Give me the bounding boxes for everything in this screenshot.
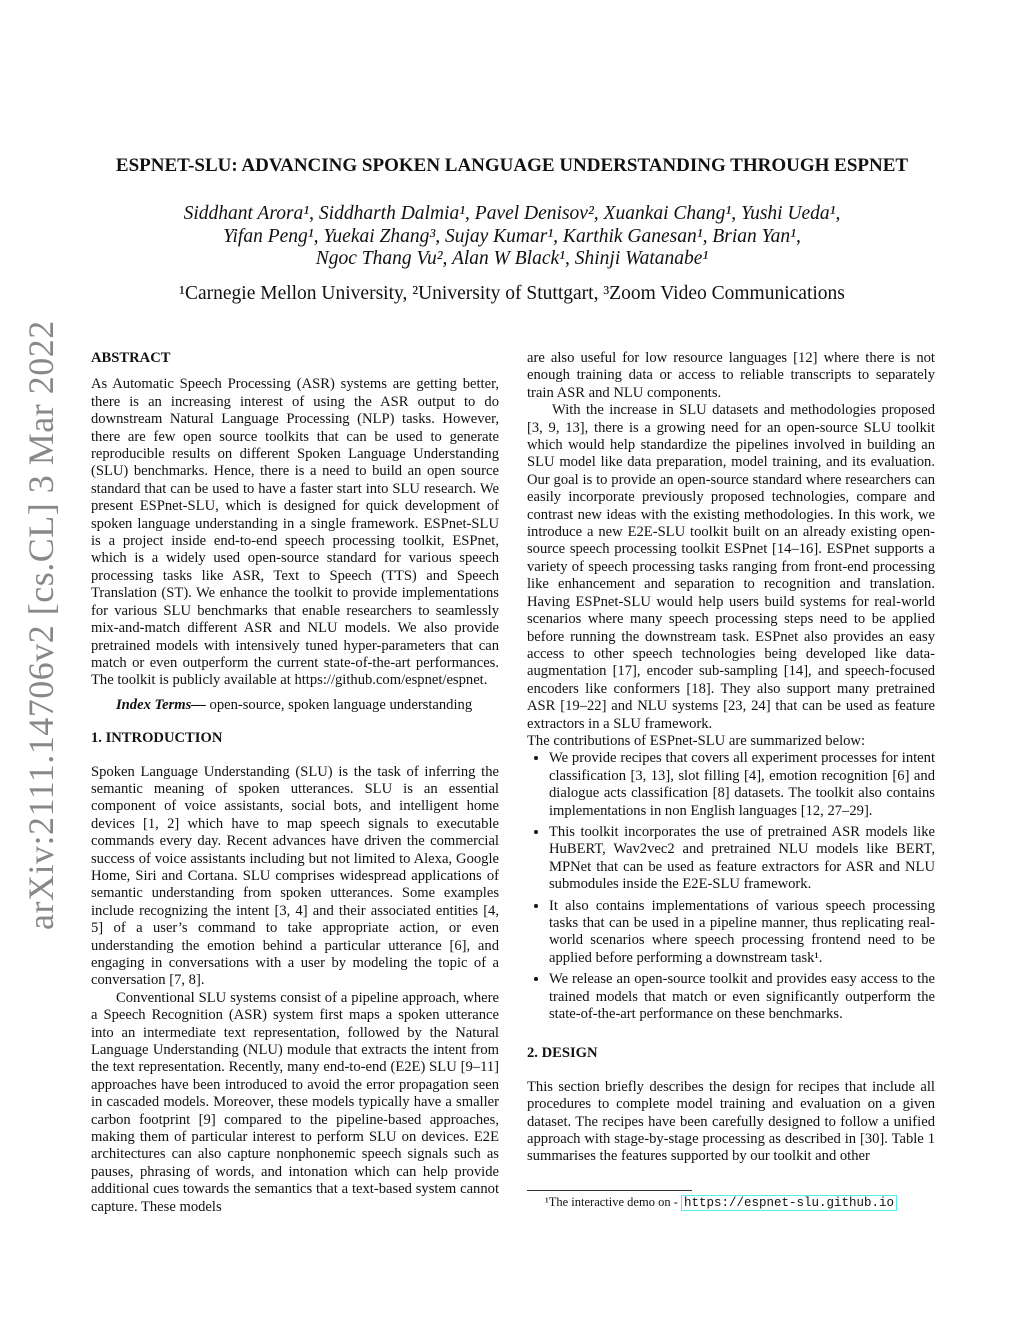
author-line: Ngoc Thang Vu², Alan W Black¹, Shinji Watanabe¹ — [315, 248, 709, 269]
intro-paragraph: Spoken Language Understanding (SLU) is the task of inferring the semantic meaning of spoken utterances. SLU is an essential component of voice assistants, social bots, and intelligent home devices [1, 2] which have to map speech signals to executable commands every day. Recent advances have driven the commercial success of voice assistants including but not limited to Alexa, Google Home, Siri and Cortana. SLU comprises widespread applications of semantic understanding from spoken utterances. Some examples include recognizing the intent [3, 4] and their associated entities [4, 5] of a user’s command to take appropriate action, or even understanding the emotion behind a particular utterance [6], and engaging in conversations with a user by modeling the topic of a conversation [7, 8]. — [91, 763, 499, 989]
demo-link[interactable]: https://espnet-slu.github.io — [681, 1195, 897, 1211]
intro-paragraph: are also useful for low resource languages [12] where there is not enough training data or access to reliable transcripts to separately train ASR and NLU components. — [527, 350, 935, 401]
intro-paragraph: Conventional SLU systems consist of a pipeline approach, where a Speech Recognition (ASR) system first maps a spoken utterance into an intermediate text representation, followed by the Natural Language Understanding (NLU) module that extracts the intent from the text representation. Recently, many end-to-end (E2E) SLU [9–11] approaches have been introduced to avoid the error propagation seen in cascaded models. Moreover, these models typically have a smaller carbon footprint [9] compared to the pipeline-based approaches, making them of particular interest to perform SLU on devices. E2E architectures can also capture nonphonemic speech signals such as pauses, phrasing of words, and intonation which can help provide additional cues towards the semantics that a text-based system cannot capture. These models — [91, 989, 499, 1215]
intro-heading: 1. INTRODUCTION — [91, 730, 223, 747]
contributions-list — [527, 750, 935, 1023]
author-line: Siddhant Arora¹, Siddharth Dalmia¹, Pavel Denisov², Xuankai Chang¹, Yushi Ueda¹, — [183, 203, 841, 224]
author-list — [0, 203, 1024, 271]
index-terms-label: Index Terms— — [116, 696, 206, 713]
abstract-text: As Automatic Speech Processing (ASR) systems are getting better, there is an increasing interest of using the ASR output to do downstream Natural Language Processing (NLP) tasks. However, there are few open source toolkits that can be used to generate reproducible results on different Spoken Language Understanding (SLU) benchmarks. Hence, there is a need to build an open source standard that can be used to have a faster start into SLU research. We present ESPnet-SLU, which is designed for quick development of spoken language understanding in a single framework. ESPnet-SLU is a project inside end-to-end speech processing toolkit, ESPnet, which is a widely used open-source standard for various speech processing tasks like ASR, Text to Speech (TTS) and Speech Translation (ST). We enhance the toolkit to provide implementations for various SLU benchmarks that enable researchers to seamlessly mix-and-match different ASR and NLU models. We also provide pretrained models with intensively tuned hyper-parameters that can match or even outperform the current state-of-the-art performances. The toolkit is publicly available at https://github.com/espnet/espnet. — [91, 376, 499, 689]
list-item: • We release an open-source toolkit and provides easy access to the trained models that match or even significantly outperform the state-of-the-art performance on these benchmarks. — [549, 971, 935, 1023]
contributions-intro: The contributions of ESPnet-SLU are summarized below: — [527, 732, 866, 749]
design-paragraph: This section briefly describes the design for recipes that include all procedures to complete model training and evaluation on a given dataset. The recipes have been carefully designed to follow a unified approach with stage-by-stage processing as described in [30]. Table 1 summarises the features supported by our toolkit and other — [527, 1078, 935, 1165]
author-line: Yifan Peng¹, Yuekai Zhang³, Sujay Kumar¹, Karthik Ganesan¹, Brian Yan¹, — [223, 225, 801, 247]
design-heading: 2. DESIGN — [527, 1045, 598, 1062]
index-terms — [91, 697, 499, 714]
abstract-heading: ABSTRACT — [91, 350, 171, 366]
left-column — [91, 350, 499, 1216]
arxiv-stamp: arXiv:2111.14706v2 [cs.CL] 3 Mar 2022 — [21, 320, 61, 930]
list-item: • We provide recipes that covers all experiment processes for intent classification [3, 13], slot filling [4], emotion recognition [6] and dialogue acts classification [8] datasets. The toolkit also contains implementations in non English languages [12, 27–29]. — [549, 750, 935, 820]
footnote — [527, 1190, 935, 1210]
list-item: • It also contains implementations of various speech processing tasks that can be used in a pipeline manner, thus replicating real-world scenarios where speech processing frontend need to be applied before performing a downstream task¹. — [549, 898, 935, 968]
affiliations: ¹Carnegie Mellon University, ²University of Stuttgart, ³Zoom Video Communications — [179, 283, 845, 304]
footnote-text: ¹The interactive demo on - — [545, 1195, 681, 1209]
index-terms-value: open-source, spoken language understanding — [205, 696, 473, 713]
list-item: • This toolkit incorporates the use of pretrained ASR models like HuBERT, Wav2vec2 and pretrained NLU models like BERT, MPNet that can be used as feature extractors for ASR and NLU submodules inside the E2E-SLU framework. — [549, 824, 935, 894]
paper-title: ESPNET-SLU: ADVANCING SPOKEN LANGUAGE UNDERSTANDING THROUGH ESPNET — [115, 155, 909, 176]
right-column — [527, 350, 935, 1166]
intro-paragraph: With the increase in SLU datasets and methodologies proposed [3, 9, 13], there is a growing need for an open-source SLU toolkit which would help standardize the pipelines involved in building an SLU model like data preparation, model training, and its evaluation. Our goal is to provide an open-source standard where researchers can easily incorporate previously proposed technologies, compare and contrast new ideas with the existing methodologies. In this work, we introduce a new E2E-SLU toolkit built on an already existing open-source speech processing toolkit ESPnet [14–16]. ESPnet supports a variety of speech processing tasks ranging from front-end processing like enhancement and separation to recognition and translation. Having ESPnet-SLU would help users build systems for real-world scenarios where many speech processing steps need to be applied before running the downstream task. ESPnet also provides an easy access to other speech technologies being developed like data-augmentation [17], encoder sub-sampling [14], and speech-focused encoders like conformers [18]. They also support many pretrained ASR [19–22] and NLU systems [23, 24] that can be used as feature extractors in a SLU framework. — [527, 402, 935, 732]
footnote-rule — [527, 1190, 692, 1191]
